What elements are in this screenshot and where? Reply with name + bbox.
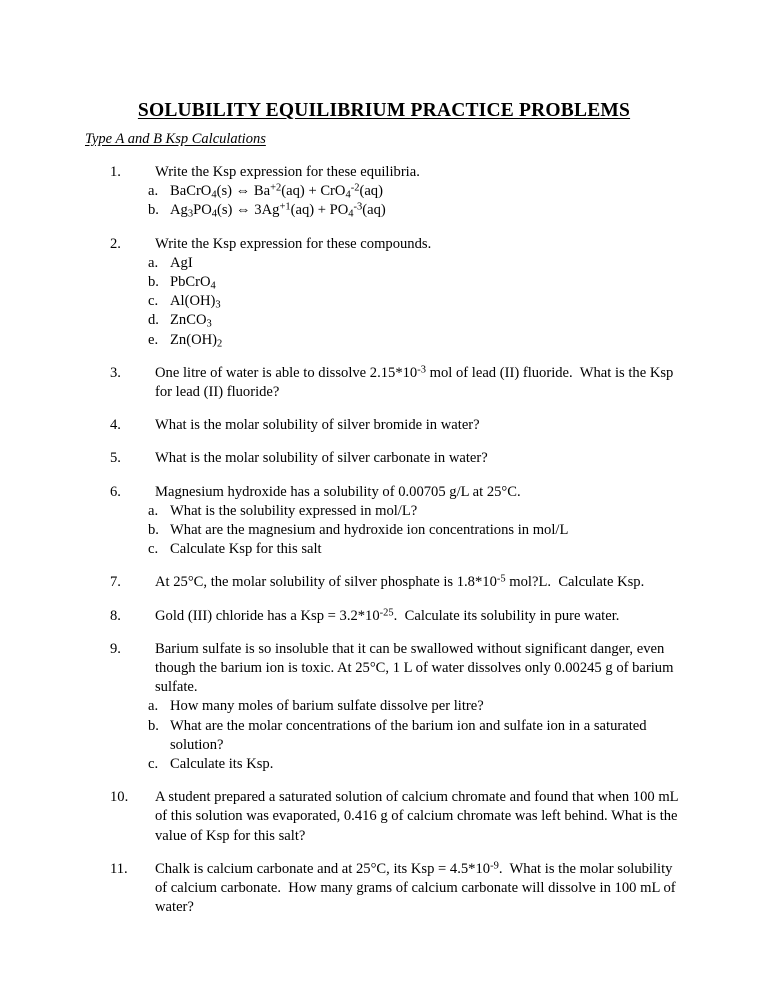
question-number: 5. — [110, 450, 121, 467]
question-subitem — [148, 273, 680, 292]
subitem-text: What are the molar concentrations of the barium ion and sulfate ion in a saturated solution? — [170, 717, 647, 753]
subitem-text: ZnCO$_3$ — [170, 312, 212, 330]
question-subitem — [148, 201, 680, 220]
subitem-marker: a. — [148, 183, 159, 200]
subitem-marker: b. — [148, 717, 159, 734]
question-item — [0, 449, 768, 468]
question-text: Write the Ksp expression for these equilibria. — [155, 164, 420, 180]
question-subitem-list — [148, 182, 680, 220]
question-item — [0, 860, 768, 918]
subitem-marker: d. — [148, 312, 159, 329]
subitem-text: How many moles of barium sulfate dissolve per litre? — [170, 698, 484, 715]
question-text: What is the molar solubility of silver carbonate in water? — [155, 450, 488, 467]
section-subheading-text: Type A and B Ksp Calculations — [85, 131, 266, 147]
question-number: 11. — [110, 860, 128, 877]
subitem-marker: a. — [148, 698, 159, 715]
question-item — [0, 640, 768, 774]
subitem-text: $Ag_3PO_4(s)$ ⇔ $3Ag^{+1}(aq) + PO_4^{-3}(aq)$ — [170, 202, 386, 220]
question-number: 3. — [110, 364, 121, 381]
question-text: Write the Ksp expression for these compounds. — [155, 235, 432, 252]
question-text: One litre of water is able to dissolve $2.15*10^{-3}$ mol of lead (II) fluoride. What is the Ksp for lead (II) fluoride? — [155, 364, 674, 401]
question-text: Magnesium hydroxide has a solubility of 0.00705 g/L at 25°C. — [155, 483, 521, 500]
question-number: 4. — [110, 417, 121, 434]
subitem-text: Calculate Ksp for this salt — [170, 541, 322, 558]
question-item — [0, 364, 768, 402]
subitem-text: What is the solubility expressed in mol/L? — [170, 502, 418, 519]
question-text: A student prepared a saturated solution of calcium chromate and found that when 100 mL of this solution was evaporated, 0.416 g of calcium chromate was left behind. What is the value of Ksp for this salt? — [155, 789, 679, 844]
question-subitem — [148, 182, 680, 201]
subitem-text: BaCrO$_4$(s) ⇔ $Ba^{+2}(aq) + CrO_4^{-2}(aq)$ — [170, 182, 383, 201]
question-text: Chalk is calcium carbonate and at 25°C, its Ksp = $4.5*10^{-9}$. What is the molar solubility of calcium carbonate. How many grams of calcium carbonate will dissolve in 100 mL of water? — [155, 860, 676, 916]
question-item — [0, 573, 768, 592]
question-subitem — [148, 540, 680, 559]
subitem-marker: a. — [148, 254, 159, 271]
question-number: 6. — [110, 483, 121, 500]
question-subitem — [148, 254, 680, 273]
question-subitem-list — [148, 502, 680, 560]
subitem-text: PbCrO$_4$ — [170, 274, 216, 292]
question-text: What is the molar solubility of silver bromide in water? — [155, 417, 480, 434]
question-item — [0, 607, 768, 626]
question-number: 9. — [110, 640, 121, 657]
question-subitem — [148, 697, 680, 716]
question-item — [0, 788, 768, 846]
question-text: At 25°C, the molar solubility of silver phosphate is $1.8*10^{-5}$ mol?L. Calculate Ksp. — [155, 574, 645, 591]
question-text: Barium sulfate is so insoluble that it can be swallowed without significant danger, even though the barium ion is toxic. At 25°C, 1 L of water dissolves only 0.00245 g of barium sulfate. — [155, 640, 674, 696]
subitem-text: Calculate its Ksp. — [170, 756, 274, 773]
question-subitem-list — [148, 254, 680, 350]
question-number: 7. — [110, 574, 121, 591]
question-subitem — [148, 311, 680, 330]
question-number: 8. — [110, 607, 121, 624]
subitem-marker: c. — [148, 756, 159, 773]
question-number: 10. — [110, 789, 129, 806]
subitem-marker: e. — [148, 331, 159, 348]
question-text: Gold (III) chloride has a Ksp = $3.2*10^{-25}$. Calculate its solubility in pure water. — [155, 607, 620, 624]
question-subitem — [148, 717, 680, 755]
question-item — [0, 416, 768, 435]
question-subitem — [148, 755, 680, 774]
subitem-marker: c. — [148, 293, 159, 310]
question-subitem — [148, 331, 680, 350]
subitem-text: $Zn(OH)_2$ — [170, 331, 223, 349]
question-list — [0, 163, 768, 932]
page-title — [0, 99, 768, 122]
question-item — [0, 163, 768, 221]
subitem-marker: a. — [148, 502, 159, 519]
subitem-text: $Al(OH)_3$ — [170, 293, 221, 311]
subitem-marker: b. — [148, 274, 159, 291]
question-subitem — [148, 502, 680, 521]
question-number: 2. — [110, 235, 121, 252]
subitem-text: AgI — [170, 254, 193, 271]
subitem-marker: c. — [148, 541, 159, 558]
question-item — [0, 235, 768, 350]
subitem-marker: b. — [148, 202, 159, 219]
question-number: 1. — [110, 164, 121, 180]
question-subitem — [148, 292, 680, 311]
question-item — [0, 483, 768, 560]
question-subitem-list — [148, 697, 680, 774]
subitem-marker: b. — [148, 522, 159, 539]
subitem-text: What are the magnesium and hydroxide ion concentrations in mol/L — [170, 522, 569, 539]
page-title-text: SOLUBILITY EQUILIBRIUM PRACTICE PROBLEMS — [137, 100, 631, 122]
section-subheading — [85, 130, 266, 148]
question-subitem — [148, 521, 680, 540]
